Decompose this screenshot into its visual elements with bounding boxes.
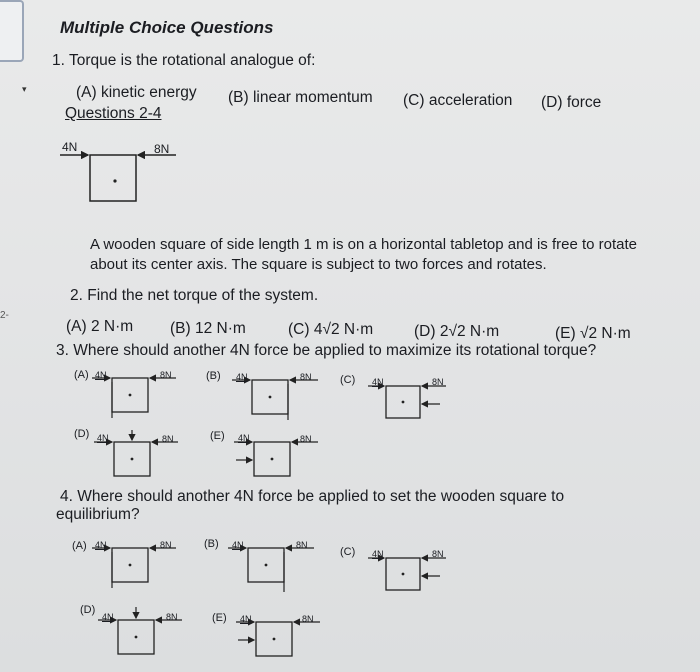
main-figure — [60, 155, 176, 201]
q3-e-4n: 4N — [238, 433, 250, 443]
q4-option-c-figure — [368, 558, 446, 590]
q4-d-8n: 8N — [166, 612, 178, 622]
section-heading: Questions 2-4 — [65, 105, 162, 122]
q3-a-8n: 8N — [160, 370, 172, 380]
q4-letter-d: (D) — [80, 604, 96, 616]
q3-d-8n: 8N — [162, 434, 174, 444]
q1-option-b: (B) linear momentum — [228, 89, 373, 106]
q4-c-4n: 4N — [372, 549, 384, 559]
q2-option-a: (A) 2 N·m — [66, 318, 134, 335]
q4-letter-b: (B) — [204, 538, 219, 550]
passage-line-2: about its center axis. The square is subject to two forces and rotates. — [90, 256, 547, 273]
q4-letter-e: (E) — [212, 612, 227, 624]
q1-option-a: (A) kinetic energy — [76, 84, 197, 101]
figure-right-force-label: 8N — [154, 142, 170, 156]
q3-c-8n: 8N — [432, 377, 444, 387]
q2-option-e: (E) √2 N·m — [555, 325, 631, 342]
q4-letter-a: (A) — [72, 540, 87, 552]
q3-letter-d: (D) — [74, 428, 90, 440]
q3-b-8n: 8N — [300, 372, 312, 382]
q3-letter-b: (B) — [206, 370, 221, 382]
q4-d-4n: 4N — [102, 612, 114, 622]
q2-option-c: (C) 4√2 N·m — [288, 321, 374, 338]
passage-line-1: A wooden square of side length 1 m is on a horizontal tabletop and is free to rotate — [90, 236, 638, 253]
q3-option-a-figure — [92, 378, 176, 418]
q3-question: 3. Where should another 4N force be applied to maximize its rotational torque? — [56, 342, 597, 359]
q4-question-line-1: 4. Where should another 4N force be applied to set the wooden square to — [60, 488, 565, 505]
q3-letter-a: (A) — [74, 369, 89, 381]
q3-letter-e: (E) — [210, 430, 225, 442]
q1-option-d: (D) force — [541, 94, 602, 111]
q4-b-4n: 4N — [232, 540, 244, 550]
q3-option-c-figure — [368, 386, 446, 418]
collapse-caret-icon: ▾ — [22, 84, 27, 94]
page-title: Multiple Choice Questions — [60, 18, 274, 37]
q4-question-line-2: equilibrium? — [56, 506, 140, 523]
q3-option-e-figure — [234, 442, 318, 476]
q2-option-b: (B) 12 N·m — [170, 320, 246, 337]
q4-a-8n: 8N — [160, 540, 172, 550]
q4-e-8n: 8N — [302, 614, 314, 624]
figure-left-force-label: 4N — [62, 140, 78, 154]
margin-mark: 2- — [0, 310, 9, 321]
q4-option-b-figure — [228, 548, 314, 592]
q4-b-8n: 8N — [296, 540, 308, 550]
q3-d-4n: 4N — [97, 433, 109, 443]
q4-c-8n: 8N — [432, 549, 444, 559]
q3-e-8n: 8N — [300, 434, 312, 444]
q4-option-a-figure — [92, 548, 176, 588]
q3-b-4n: 4N — [236, 372, 248, 382]
q1-option-c: (C) acceleration — [403, 92, 513, 109]
q3-c-4n: 4N — [372, 377, 384, 387]
q4-letter-c: (C) — [340, 546, 356, 558]
q2-question: 2. Find the net torque of the system. — [70, 287, 319, 304]
q4-option-e-figure — [236, 622, 320, 656]
q4-e-4n: 4N — [240, 614, 252, 624]
q1-question: 1. Torque is the rotational analogue of: — [52, 52, 316, 69]
q4-a-4n: 4N — [95, 540, 107, 550]
q3-letter-c: (C) — [340, 374, 356, 386]
q3-option-b-figure — [232, 380, 318, 420]
q3-a-4n: 4N — [95, 370, 107, 380]
q2-option-d: (D) 2√2 N·m — [414, 323, 500, 340]
